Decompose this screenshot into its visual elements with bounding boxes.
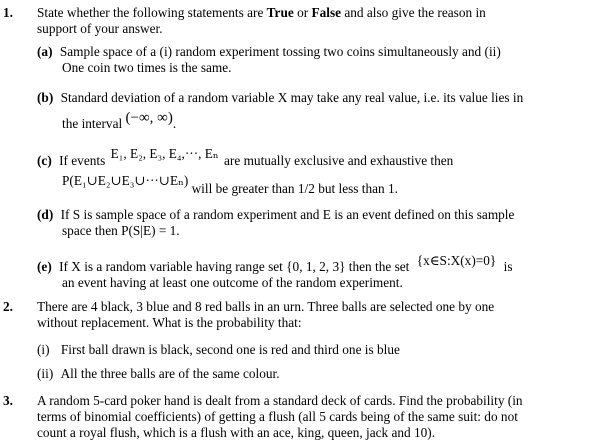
subpart-text-line: [62, 173, 398, 196]
subpart-c: [37, 146, 454, 169]
subpart-label: (c): [37, 153, 52, 168]
subpart-text: Standard deviation of a random variable X may take any real value, i.e. its value lies in: [60, 90, 524, 105]
text: the interval: [62, 116, 123, 131]
question-text-line: support of your answer.: [37, 21, 163, 36]
text: If events: [59, 153, 106, 168]
text: are mutually exclusive and exhaustive then: [224, 153, 454, 168]
subpart-b: [37, 90, 523, 106]
subpart-text: First ball drawn is black, second one is red and third one is blue: [60, 342, 400, 357]
subpart-d: [37, 207, 514, 223]
subpart-text: If S is sample space of a random experiment and E is an event defined on this sample: [60, 207, 515, 222]
text: State whether the following statements are: [37, 5, 267, 20]
subpart-a: [37, 44, 501, 60]
text: .: [172, 116, 177, 131]
subpart-label: (d): [37, 207, 54, 222]
subpart-text-line: [62, 110, 177, 132]
question-number: 2.: [3, 299, 13, 314]
question-number: 1.: [3, 5, 13, 20]
subpart-label: (b): [37, 90, 54, 105]
math-union: P(E₁∪E₂∪E₃∪···∪Eₙ): [62, 173, 189, 188]
question-text-line: [37, 5, 486, 21]
subpart-label: (a): [37, 44, 53, 59]
math-events: E₁, E₂, E₃, E₄,···, Eₙ: [110, 146, 219, 161]
text: will be greater than 1/2 but less than 1.: [191, 181, 398, 196]
subpart-text-line: an event having at least one outcome of the random experiment.: [62, 275, 403, 290]
subpart-i: [37, 342, 400, 358]
question-text-line: without replacement. What is the probability that:: [37, 315, 302, 330]
subpart-text-line: space then P(S|E) = 1.: [62, 223, 180, 238]
subpart-label: (ii): [37, 366, 54, 381]
text: and also give the reason in: [341, 5, 486, 20]
keyword-false: False: [311, 5, 342, 20]
subpart-label: (e): [37, 259, 52, 274]
subpart-label: (i): [37, 342, 50, 357]
subpart-text: All the three balls are of the same colour.: [60, 366, 280, 381]
subpart-ii: [37, 366, 280, 382]
keyword-true: True: [266, 5, 294, 20]
question-text-line: count a royal flush, which is a flush with an ace, king, queen, jack and 10).: [37, 425, 436, 440]
math-interval: (−∞, ∞): [125, 110, 173, 126]
subpart-e: [37, 253, 513, 275]
question-number: 3.: [3, 393, 13, 408]
math-set: {x∈S:X(x)=0}: [416, 253, 497, 268]
question-text-line: There are 4 black, 3 blue and 8 red balls in an urn. Three balls are selected one by one: [37, 299, 495, 314]
text: is: [503, 259, 513, 274]
subpart-text: Sample space of a (i) random experiment tossing two coins simultaneously and (ii): [59, 44, 501, 59]
text: If X is a random variable having range set {0, 1, 2, 3} then the set: [59, 259, 410, 274]
text: or: [293, 5, 312, 20]
subpart-text-line: One coin two times is the same.: [62, 60, 232, 75]
question-text-line: A random 5-card poker hand is dealt from a standard deck of cards. Find the probability (in: [37, 393, 523, 408]
question-text-line: terms of binomial coefficients) of getting a flush (all 5 cards being of the same suit: do not: [37, 409, 518, 424]
